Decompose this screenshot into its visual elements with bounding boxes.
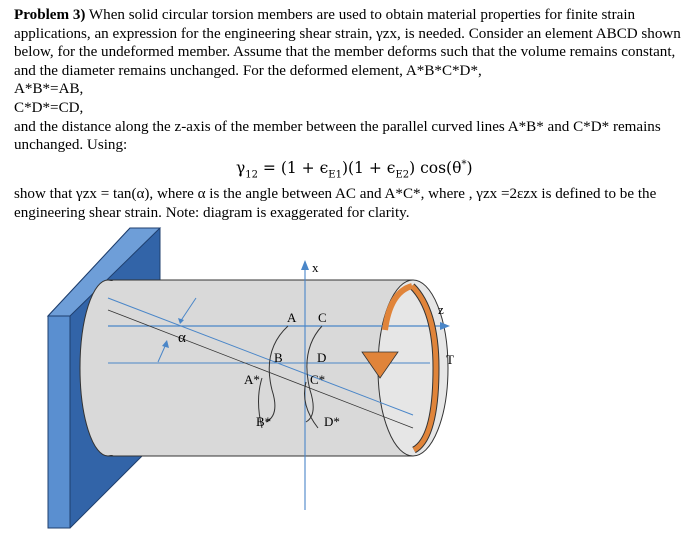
label-z: z xyxy=(438,302,444,317)
torsion-diagram xyxy=(0,210,700,541)
label-x: x xyxy=(312,260,319,275)
equation: $\gamma_{12} = (1 + \epsilon_{E1})(1 + \epsilon_{E2})$ cos(θ*) xyxy=(236,158,473,180)
problem-label: Problem 3) xyxy=(14,7,86,23)
problem-text-4: and the distance along the z-axis of the member between the parallel curved lines A*B* and C*D* remains unchanged. Using: xyxy=(14,118,661,154)
label-D: D xyxy=(317,350,327,365)
label-B: B xyxy=(274,350,283,365)
z-axis-arrow xyxy=(440,322,450,330)
wall-front xyxy=(48,316,70,528)
problem-text-2: A*B*=AB, xyxy=(14,81,84,98)
x-axis-arrow xyxy=(301,260,309,270)
label-C-star: C* xyxy=(310,372,326,387)
label-A: A xyxy=(287,310,297,325)
label-B-star: B* xyxy=(256,414,272,429)
label-D-star: D* xyxy=(324,414,340,429)
label-C: C xyxy=(318,310,327,325)
problem-text-5: show that γzx = tan(α), where α is the angle between AC and A*C*, where , γzx =2εzx is defined to be the engineering shear strain. Note: diagram is exaggerated for clarity. xyxy=(14,186,657,221)
label-A-star: A* xyxy=(244,372,260,387)
label-T: T xyxy=(446,352,454,367)
label-alpha: α xyxy=(178,330,186,346)
problem-paragraph-1 xyxy=(14,6,690,80)
problem-text-3: C*D*=CD, xyxy=(14,99,84,116)
problem-statement xyxy=(14,6,690,222)
problem-text-1: When solid circular torsion members are used to obtain material properties for finite strain applications, an expression for the engineering shear strain, γzx, is needed. Consider an element ABCD shown below, for the undeformed member. Assume that the member deforms such that the volume remains constant, and the diameter remains unchanged. For the deformed element, A*B*C*D*, xyxy=(14,7,681,79)
